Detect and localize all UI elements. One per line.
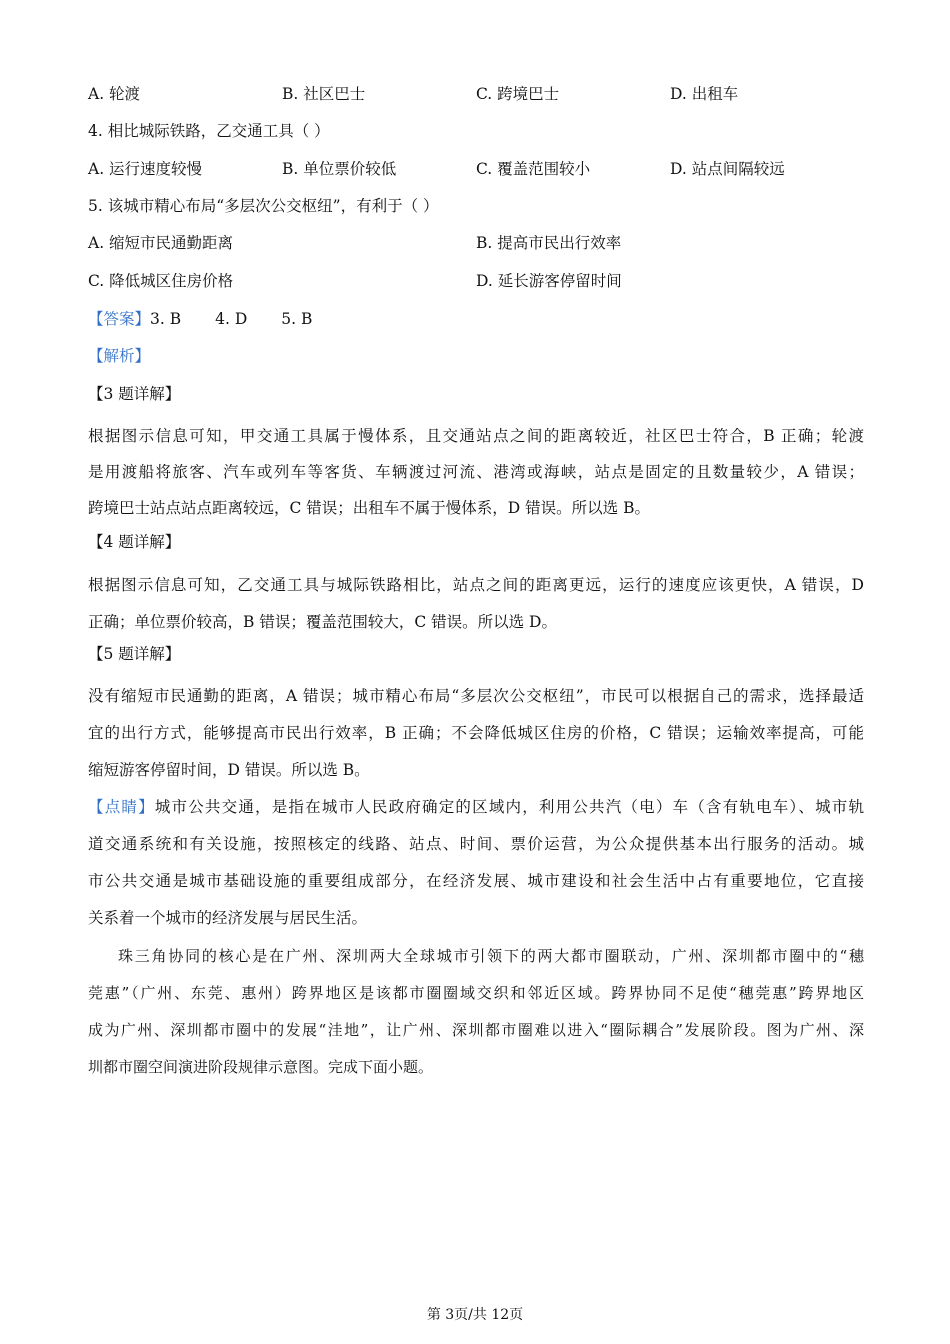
q5-detail-text xyxy=(88,678,864,789)
q3-option-d: D. 出租车 xyxy=(670,85,739,103)
material-line: 莞惠”（广州、东莞、惠州）跨界地区是该都市圈圈域交织和邻近区域。跨界协同不足使“穗莞惠”跨界地区 xyxy=(88,984,864,1002)
comment-line: 【点睛】城市公共交通，是指在城市人民政府确定的区域内，利用公共汽（电）车（含有轨电车）、城市轨 xyxy=(88,798,864,816)
q4-option-d: D. 站点间隔较远 xyxy=(670,160,785,178)
q3-option-c: C. 跨境巴士 xyxy=(476,85,560,103)
answer-tag: 【答案】 xyxy=(88,310,151,328)
answer-item-3: 3. B xyxy=(150,310,182,328)
q3-detail-line: 跨境巴士站点站点距离较远，C 错误；出租车不属于慢体系，D 错误。所以选 B。 xyxy=(88,499,650,517)
material-line: 成为广州、深圳都市圈中的发展“洼地”，让广州、深圳都市圈难以进入“圈际耦合”发展阶段。图为广州、深 xyxy=(88,1021,864,1039)
comment-line: 道交通系统和有关设施，按照核定的线路、站点、时间、票价运营，为公众提供基本出行服务的活动。城 xyxy=(88,835,864,853)
comment-line: 关系着一个城市的经济发展与居民生活。 xyxy=(88,909,368,927)
q4-detail-line: 根据图示信息可知，乙交通工具与城际铁路相比，站点之间的距离更远，运行的速度应该更快，A 错误，D xyxy=(88,576,864,594)
q4-detail-line: 正确；单位票价较高，B 错误；覆盖范围较大，C 错误。所以选 D。 xyxy=(88,613,557,631)
q5-option-d: D. 延长游客停留时间 xyxy=(476,272,622,290)
q3-option-a: A. 轮渡 xyxy=(88,85,141,103)
analysis-tag: 【解析】 xyxy=(88,347,151,365)
q4-option-c: C. 覆盖范围较小 xyxy=(476,160,591,178)
q5-detail-title: 【5 题详解】 xyxy=(88,645,181,663)
answer-item-4: 4. D xyxy=(215,310,248,328)
q5-option-c: C. 降低城区住房价格 xyxy=(88,272,234,290)
q5-option-a: A. 缩短市民通勤距离 xyxy=(88,234,234,252)
q5-detail-line: 宜的出行方式，能够提高市民出行效率，B 正确；不会降低城区住房的价格，C 错误；运输效率提高，可能 xyxy=(88,724,864,742)
q3-detail-title: 【3 题详解】 xyxy=(88,385,181,403)
material-text xyxy=(88,938,864,1086)
q5-detail-line: 缩短游客停留时间，D 错误。所以选 B。 xyxy=(88,761,370,779)
material-line: 圳都市圈空间演进阶段规律示意图。完成下面小题。 xyxy=(88,1058,434,1076)
q3-detail-line: 根据图示信息可知，甲交通工具属于慢体系，且交通站点之间的距离较近，社区巴士符合，B 正确；轮渡 xyxy=(88,427,864,445)
q4-option-a: A. 运行速度较慢 xyxy=(88,160,203,178)
q4-stem: 4. 相比城际铁路，乙交通工具（ ） xyxy=(88,122,330,140)
q4-option-b: B. 单位票价较低 xyxy=(282,160,397,178)
q3-detail-line: 是用渡船将旅客、汽车或列车等客货、车辆渡过河流、港湾或海峡，站点是固定的且数量较少，A 错误； xyxy=(88,463,864,481)
answer-line xyxy=(88,307,312,329)
q3-option-b: B. 社区巴士 xyxy=(282,85,366,103)
comment-tag: 【点睛】 xyxy=(88,798,155,816)
q5-option-b: B. 提高市民出行效率 xyxy=(476,234,622,252)
comment-text xyxy=(88,789,864,937)
answer-item-5: 5. B xyxy=(281,310,313,328)
material-line: 珠三角协同的核心是在广州、深圳两大全球城市引领下的两大都市圈联动，广州、深圳都市圈中的“穗 xyxy=(118,947,864,965)
comment-line: 市公共交通是城市基础设施的重要组成部分，在经济发展、城市建设和社会生活中占有重要地位，它直接 xyxy=(88,872,864,890)
q4-detail-title: 【4 题详解】 xyxy=(88,533,181,551)
q5-stem: 5. 该城市精心布局“多层次公交枢纽”，有利于（ ） xyxy=(88,197,439,215)
page-footer: 第 3页/共 12页 xyxy=(426,1307,524,1323)
q5-detail-line: 没有缩短市民通勤的距离，A 错误；城市精心布局“多层次公交枢纽”，市民可以根据自己的需求，选择最适 xyxy=(88,687,864,705)
q3-detail-text xyxy=(88,418,864,526)
q4-detail-text xyxy=(88,567,864,641)
